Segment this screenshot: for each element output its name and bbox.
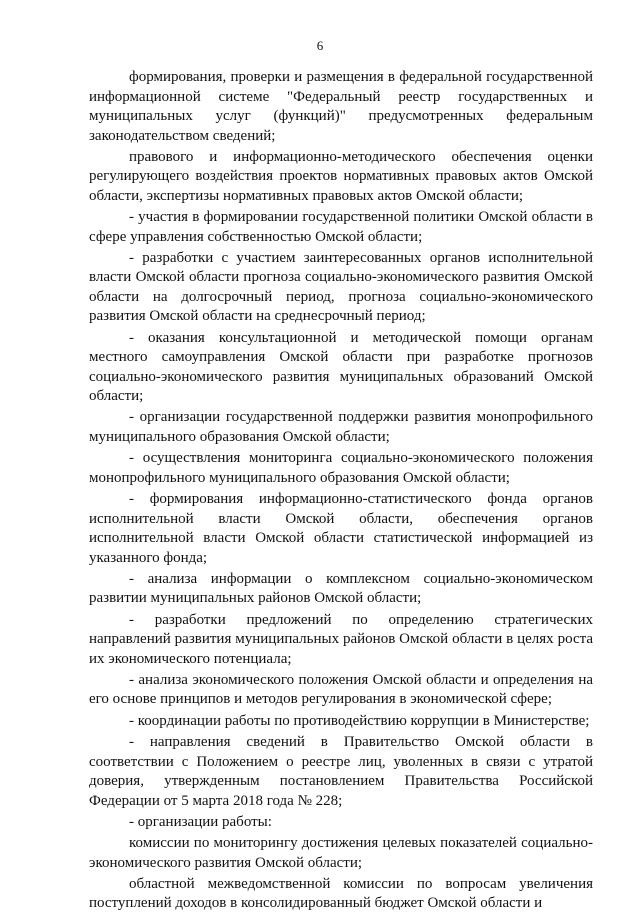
paragraph-organize-work: - организации работы: — [129, 813, 272, 830]
paragraph-consulting-help: - оказания консультационной и методической помощи органам местного самоуправления Омской области при разработке прогнозов социально-экономического развития муниципальных образований Омской области; — [89, 329, 593, 405]
paragraph-monotown-monitoring: - осуществления мониторинга социально-экономического положения монопрофильного муниципального образования Омской области; — [89, 450, 593, 486]
paragraph-forecast-development: - разработки с участием заинтересованных органов исполнительной власти Омской области прогноза социально-экономического развития Омской области на долгосрочный период, прогноза социально-экономического развития Омской области на среднесрочный период; — [89, 249, 593, 325]
paragraph-district-analysis: - анализа информации о комплексном социально-экономическом развитии муниципальных районов Омской области; — [89, 570, 593, 607]
paragraph-statistics-fund: - формирования информационно-статистического фонда органов исполнительной власти Омской области, обеспечения органов исполнительной власти Омской области статистической информацией из указанного фонда; — [89, 491, 593, 566]
paragraph-dismissed-registry: - направления сведений в Правительство Омской области в соответствии с Положением о реестре лиц, уволенных в связи с утратой доверия, утвержденным постановлением Правительства Российской Федерации от 5 марта 2018 года № 228; — [89, 734, 593, 809]
paragraph-property-policy: - участия в формировании государственной политики Омской области в сфере управления собственностью Омской области; — [89, 209, 593, 245]
document-body — [89, 68, 593, 916]
paragraph-monotown-support: - организации государственной поддержки развития монопрофильного муниципального образования Омской области; — [89, 409, 593, 445]
paragraph-monitoring-commission: комиссии по мониторингу достижения целевых показателей социально-экономического развития Омской области; — [89, 835, 593, 871]
page-number: 6 — [316, 38, 324, 53]
paragraph-strategic-directions: - разработки предложений по определению стратегических направлений развития муниципальных районов Омской области в целях роста их экономического потенциала; — [89, 611, 593, 667]
paragraph-economic-analysis: - анализа экономического положения Омской области и определения на его основе принципов и методов регулирования в экономической сфере; — [89, 671, 593, 708]
paragraph-federal-registry: формирования, проверки и размещения в федеральной государственной информационной системе "Федеральный реестр государственных и муниципальных услуг (функций)" предусмотренных федеральным законодательством сведений; — [89, 69, 593, 144]
paragraph-anti-corruption: - координации работы по противодействию коррупции в Министерстве; — [129, 712, 590, 729]
paragraph-revenue-commission: областной межведомственной комиссии по вопросам увеличения поступлений доходов в консолидированный бюджет Омской области и — [89, 875, 593, 912]
paragraph-regulatory-impact: правового и информационно-методического обеспечения оценки регулирующего воздействия проектов нормативных правовых актов Омской области, экспертизы нормативных правовых актов Омской области; — [89, 148, 593, 204]
